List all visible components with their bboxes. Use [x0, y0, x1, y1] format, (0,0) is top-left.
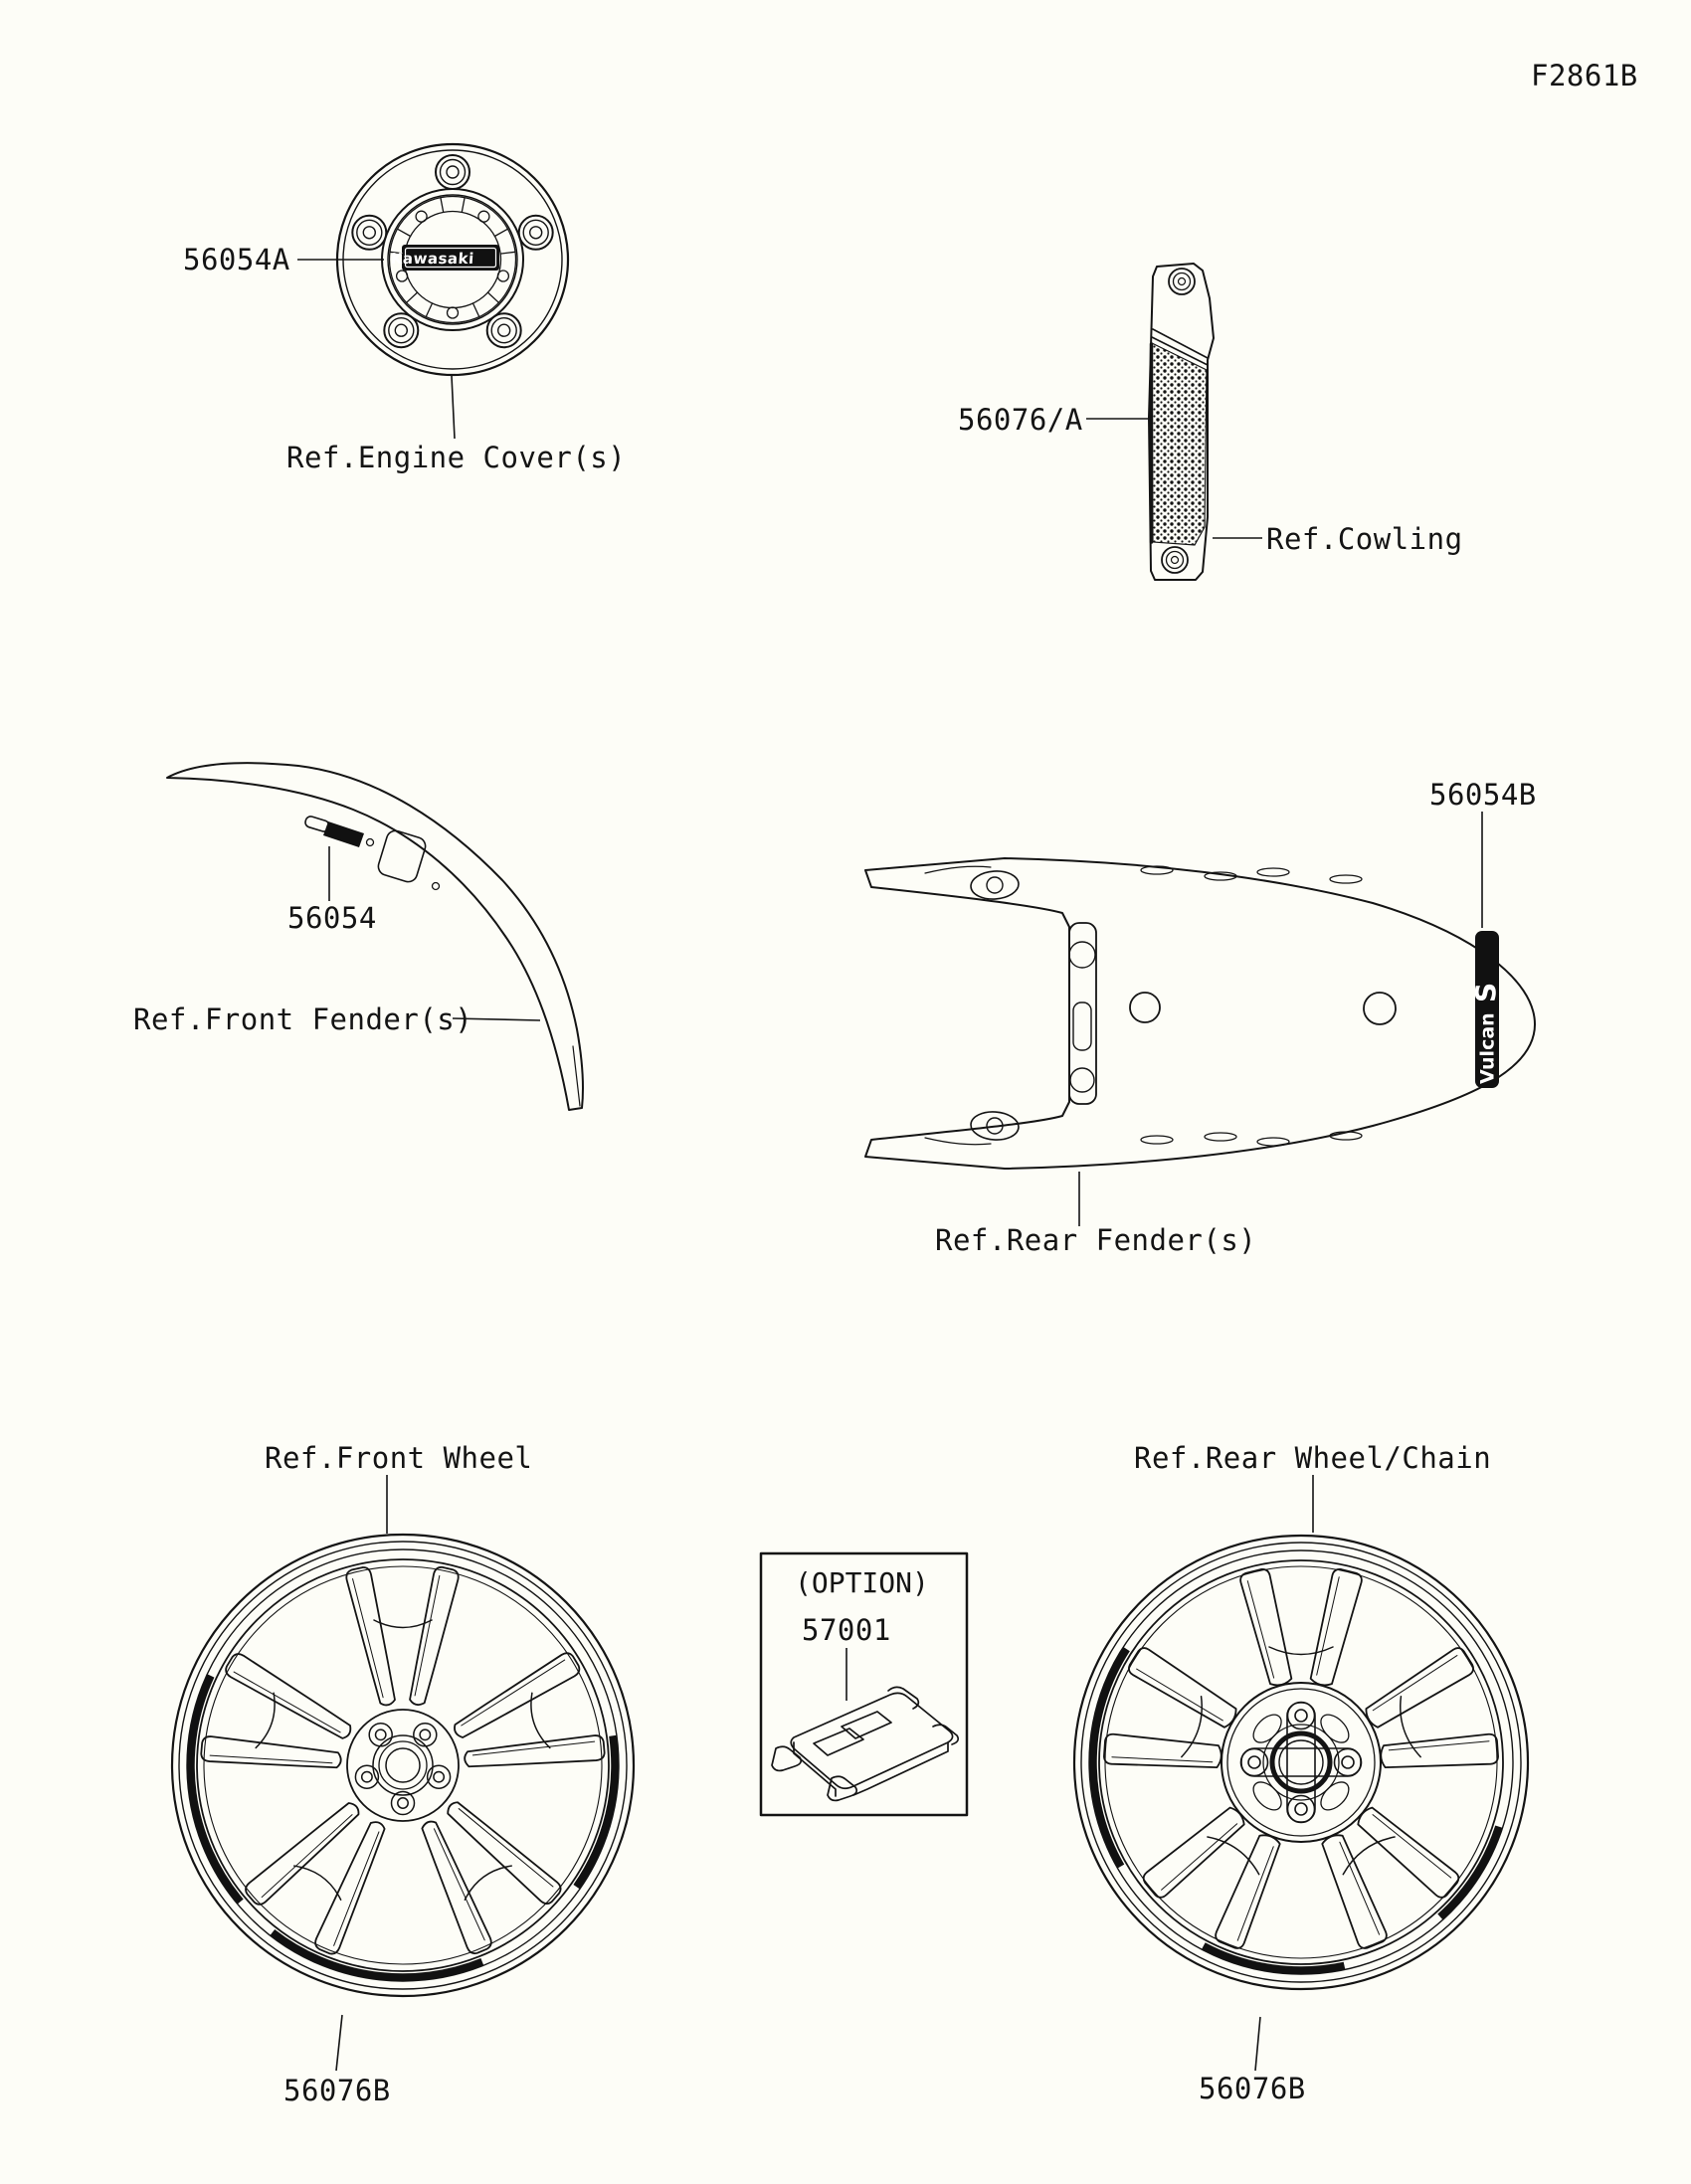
front-wheel-hub	[347, 1710, 459, 1821]
rear-fender-arm-bolts	[925, 866, 1020, 1145]
rear-fender-bracket	[1069, 923, 1096, 1104]
cowling-bolt-bottom	[1162, 547, 1188, 573]
rear-wheel-hub	[1221, 1683, 1381, 1842]
vulcan-decal-s: S	[1469, 982, 1502, 1002]
leader-line-56076b-front	[336, 2015, 342, 2071]
kawasaki-badge-text: Kawasaki	[390, 250, 475, 268]
part-label-56076a[interactable]: 56076/A	[958, 403, 1083, 437]
rear-rim-stripe-decals	[1093, 1649, 1499, 1970]
part-label-56054[interactable]: 56054	[287, 901, 377, 935]
rear-wheel-drawing	[1074, 1536, 1528, 1989]
rear-fender-drawing	[865, 858, 1535, 1169]
part-label-56076b-rear[interactable]: 56076B	[1199, 2072, 1306, 2105]
ref-label-cowling: Ref.Cowling	[1266, 522, 1463, 556]
vulcan-decal-text: Vulcan	[1476, 1012, 1499, 1084]
rear-fender-slots	[1141, 866, 1362, 1146]
ref-label-front-wheel: Ref.Front Wheel	[265, 1441, 533, 1475]
rear-wheel-spokes	[1097, 1567, 1506, 1956]
cowling-bolt-top	[1169, 269, 1195, 294]
cowling-decal-texture	[1152, 343, 1207, 545]
vulcan-s-decal	[1469, 931, 1502, 1088]
part-label-56076b-front[interactable]: 56076B	[283, 2074, 391, 2107]
leader-line-engine-ref	[452, 376, 455, 439]
ref-label-engine-cover: Ref.Engine Cover(s)	[286, 441, 627, 474]
ref-label-rear-wheel: Ref.Rear Wheel/Chain	[1134, 1441, 1492, 1475]
ref-label-rear-fender: Ref.Rear Fender(s)	[935, 1223, 1257, 1257]
option-box	[761, 1553, 967, 1815]
part-label-57001[interactable]: 57001	[802, 1613, 891, 1647]
leader-line-56076b-rear	[1255, 2017, 1260, 2071]
ref-label-front-fender: Ref.Front Fender(s)	[133, 1002, 473, 1036]
front-fender-decal	[304, 816, 364, 847]
front-fender-cutout	[376, 828, 428, 884]
diagram-code-label: F2861B	[1531, 59, 1638, 92]
part-label-56054b[interactable]: 56054B	[1429, 778, 1537, 812]
option-box-title: (OPTION)	[795, 1566, 929, 1599]
front-wheel-drawing	[172, 1535, 634, 1996]
option-part-drawing	[772, 1687, 958, 1800]
part-label-56054a[interactable]: 56054A	[183, 243, 290, 276]
kawasaki-badge-decal	[390, 245, 499, 271]
front-fender-drawing	[167, 763, 583, 1110]
cowling-drawing	[1149, 264, 1214, 580]
